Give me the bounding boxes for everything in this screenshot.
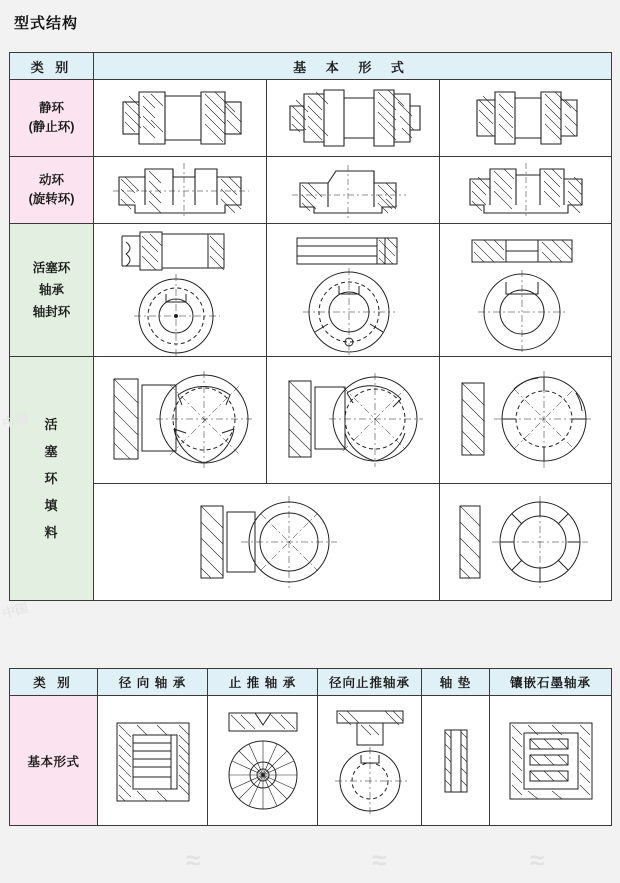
figure-cell: [440, 224, 612, 357]
category-stationary-ring: [10, 80, 94, 157]
category-line: 塞: [44, 444, 59, 459]
figure-cell: [94, 357, 267, 484]
table-row: [10, 224, 612, 357]
piston-ring-packing-fig-2: [267, 357, 439, 483]
category-piston-ring-bearing: [10, 224, 94, 357]
piston-ring-packing-fig-3: [440, 357, 611, 483]
category-line: 料: [44, 525, 59, 540]
figure-cell: [98, 696, 208, 826]
rotating-ring-fig-1: [94, 157, 266, 223]
figure-cell: [267, 224, 440, 357]
figure-cell: [440, 357, 612, 484]
figure-cell: [440, 484, 612, 601]
header-inlaid-graphite-bearing: 镶嵌石墨轴承: [490, 669, 612, 696]
table-row: [10, 696, 612, 826]
header-shaft-pad: 轴 垫: [422, 669, 490, 696]
figure-cell: [490, 696, 612, 826]
header-radial-thrust-bearing: 径向止推轴承: [318, 669, 422, 696]
piston-ring-packing-fig-4: [94, 484, 439, 600]
header-basic-form: 基 本 形 式: [94, 53, 612, 80]
piston-ring-bearing-fig-2: [267, 224, 439, 356]
table-row: [10, 357, 612, 484]
table-header-row: [10, 669, 612, 696]
page-title: 型式结构: [14, 15, 79, 32]
category-line: 动环: [38, 173, 64, 187]
category-line: 静环: [38, 101, 64, 115]
header-radial-bearing: 径 向 轴 承: [98, 669, 208, 696]
category-line: 环: [44, 471, 59, 486]
table-row: [10, 484, 612, 601]
category-line: 轴封环: [32, 305, 71, 319]
figure-cell: [267, 80, 440, 157]
watermark: ≈: [372, 845, 387, 875]
stationary-ring-fig-3: [440, 80, 611, 156]
watermark: ≈: [186, 845, 201, 875]
radial-bearing-fig: [98, 709, 207, 813]
watermark: 中国: [0, 409, 30, 432]
figure-cell: [318, 696, 422, 826]
figure-cell: [440, 157, 612, 224]
stationary-ring-fig-1: [94, 80, 266, 156]
piston-ring-packing-fig-1: [94, 357, 266, 483]
watermark: 中国: [0, 599, 30, 622]
watermark: ≈: [530, 845, 545, 875]
figure-cell: [440, 80, 612, 157]
category-line: 填: [44, 498, 59, 513]
thrust-bearing-fig: [208, 705, 317, 817]
piston-ring-bearing-fig-3: [440, 224, 611, 356]
category-line: 活: [44, 417, 59, 432]
figure-cell: [267, 157, 440, 224]
rotating-ring-fig-2: [267, 157, 439, 223]
figure-cell: [94, 224, 267, 357]
header-category: 类 别: [10, 669, 98, 696]
figure-cell: [422, 696, 490, 826]
header-category: 类 别: [10, 53, 94, 80]
structure-type-table: [9, 52, 612, 601]
category-line: (旋转环): [28, 192, 75, 206]
piston-ring-packing-fig-5: [440, 484, 611, 600]
category-line: 活塞环: [32, 261, 71, 275]
bearing-type-table: [9, 668, 612, 826]
piston-ring-bearing-fig-1: [94, 224, 266, 356]
stationary-ring-fig-2: [267, 80, 439, 156]
figure-cell: [208, 696, 318, 826]
table-row: [10, 80, 612, 157]
header-thrust-bearing: 止 推 轴 承: [208, 669, 318, 696]
figure-cell: [94, 80, 267, 157]
category-piston-ring-packing: [10, 357, 94, 601]
row-label-basic-form: 基本形式: [10, 696, 98, 826]
rotating-ring-fig-3: [440, 157, 611, 223]
figure-cell: [267, 357, 440, 484]
figure-cell: [94, 484, 440, 601]
table-header-row: [10, 53, 612, 80]
category-rotating-ring: [10, 157, 94, 224]
category-line: 轴承: [38, 283, 64, 297]
radial-thrust-bearing-fig: [318, 705, 421, 817]
table-row: [10, 157, 612, 224]
category-line: (静止环): [28, 120, 75, 134]
inlaid-graphite-bearing-fig: [490, 711, 611, 811]
shaft-pad-fig: [422, 716, 489, 806]
figure-cell: [94, 157, 267, 224]
